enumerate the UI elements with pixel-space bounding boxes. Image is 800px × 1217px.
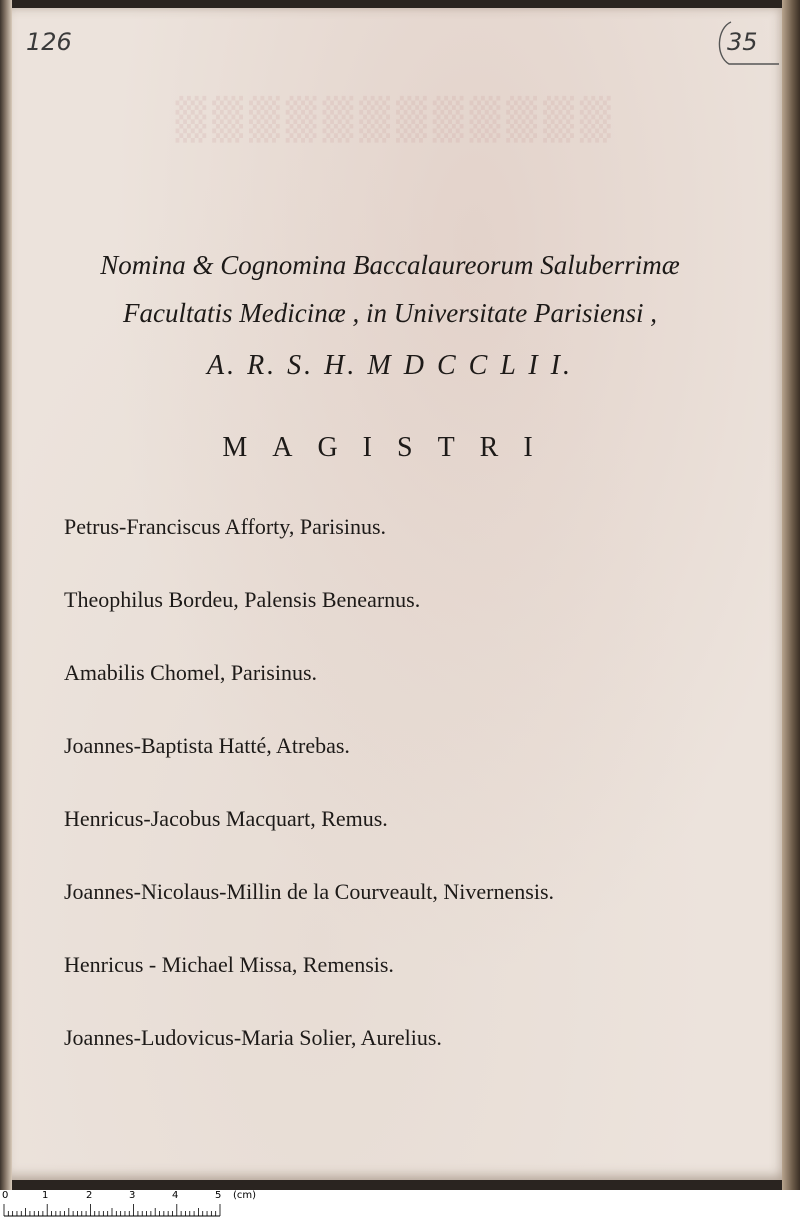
- title-line-2: Facultatis Medicinæ , in Universitate Parisiensi ,: [123, 298, 657, 328]
- manuscript-page-number: [713, 18, 781, 68]
- title-line-1: Nomina & Cognomina Baccalaureorum Saluberrimæ: [100, 250, 680, 280]
- list-item: Joannes-Nicolaus-Millin de la Courveault, Nivernensis.: [64, 879, 555, 904]
- ruler-label: 5: [215, 1190, 222, 1201]
- list-item: Amabilis Chomel, Parisinus.: [64, 660, 317, 685]
- ruler-label: 3: [129, 1190, 136, 1201]
- page-fore-edge: [782, 0, 800, 1190]
- ruler-label: 2: [86, 1190, 93, 1201]
- show-through-bleed: ▒▒▒▒▒▒▒▒▒▒▒▒: [169, 97, 611, 143]
- name-list: [64, 512, 554, 1096]
- list-item: Joannes-Baptista Hatté, Atrebas.: [64, 733, 350, 758]
- scale-ruler: [0, 1190, 800, 1217]
- page-gutter: [0, 0, 12, 1190]
- section-heading: MAGISTRI: [222, 432, 558, 463]
- ruler-label: 1: [42, 1190, 49, 1201]
- ruler-label: 4: [172, 1190, 179, 1201]
- list-item: Henricus-Jacobus Macquart, Remus.: [64, 806, 388, 831]
- manuscript-folio-note: 126: [26, 28, 72, 56]
- ruler-label: 0: [2, 1190, 9, 1201]
- manuscript-page-number-text: 35: [727, 28, 758, 56]
- list-item: Theophilus Bordeu, Palensis Benearnus.: [64, 587, 421, 612]
- title-line-3: A. R. S. H. M D C C L I I.: [206, 350, 574, 381]
- list-item: Joannes-Ludovicus-Maria Solier, Aurelius.: [64, 1025, 442, 1050]
- ruler-unit: (cm): [233, 1190, 257, 1201]
- list-item: Henricus - Michael Missa, Remensis.: [64, 952, 394, 977]
- list-item: Petrus-Franciscus Afforty, Parisinus.: [64, 514, 387, 539]
